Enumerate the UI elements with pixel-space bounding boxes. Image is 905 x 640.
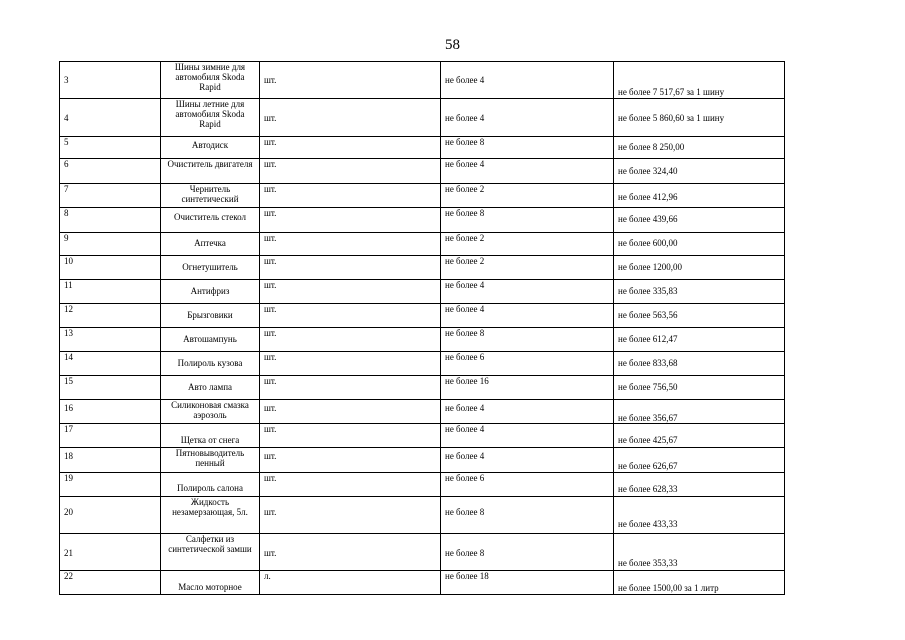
- item-quantity-cell: [441, 534, 614, 571]
- item-price: не более 612,47: [618, 334, 678, 344]
- item-number: 22: [64, 571, 73, 581]
- item-name: Огнетушитель: [182, 262, 238, 272]
- item-unit: шт.: [264, 280, 277, 290]
- item-price-cell: [614, 280, 785, 304]
- item-number-cell: [60, 256, 161, 280]
- item-number-cell: [60, 534, 161, 571]
- item-unit: шт.: [264, 548, 277, 558]
- item-name-cell: [161, 233, 260, 256]
- item-number: 11: [64, 280, 73, 290]
- item-price: не более 1200,00: [618, 262, 683, 272]
- item-price-cell: [614, 448, 785, 473]
- item-unit-cell: [260, 280, 441, 304]
- item-unit: шт.: [264, 113, 277, 123]
- item-unit-cell: [260, 424, 441, 448]
- item-price: не более 439,66: [618, 214, 678, 224]
- table-row: [60, 208, 785, 233]
- item-price: не более 7 517,67 за 1 шину: [618, 87, 725, 97]
- item-unit: шт.: [264, 159, 277, 169]
- table-row: [60, 571, 785, 595]
- item-number-cell: [60, 184, 161, 208]
- item-quantity: не более 18: [445, 571, 489, 581]
- item-quantity: не более 8: [445, 208, 485, 218]
- item-unit-cell: [260, 571, 441, 595]
- item-unit-cell: [260, 137, 441, 159]
- item-unit: л.: [264, 571, 271, 581]
- item-name: Силиконовая смазка аэрозоль: [171, 400, 249, 420]
- table-row: [60, 534, 785, 571]
- item-unit: шт.: [264, 137, 277, 147]
- item-quantity: не более 4: [445, 304, 485, 314]
- item-name-cell: [161, 62, 260, 99]
- item-quantity-cell: [441, 62, 614, 99]
- item-name: Масло моторное: [178, 582, 242, 592]
- table-row: [60, 184, 785, 208]
- item-unit-cell: [260, 534, 441, 571]
- item-number: 9: [64, 233, 69, 243]
- item-unit: шт.: [264, 75, 277, 85]
- item-name-cell: [161, 571, 260, 595]
- item-name-cell: [161, 137, 260, 159]
- item-name-cell: [161, 99, 260, 137]
- item-number-cell: [60, 137, 161, 159]
- item-number-cell: [60, 571, 161, 595]
- item-price-cell: [614, 534, 785, 571]
- item-price: не более 600,00: [618, 238, 678, 248]
- item-quantity: не более 4: [445, 424, 485, 434]
- table-row: [60, 328, 785, 352]
- item-number: 5: [64, 137, 69, 147]
- item-number-cell: [60, 376, 161, 400]
- item-price-cell: [614, 304, 785, 328]
- item-name: Авто лампа: [187, 382, 233, 392]
- item-number-cell: [60, 352, 161, 376]
- item-name: Аптечка: [194, 238, 226, 248]
- item-price-cell: [614, 256, 785, 280]
- item-number-cell: [60, 208, 161, 233]
- item-name: Брызговики: [187, 310, 233, 320]
- item-name-cell: [161, 328, 260, 352]
- item-name-cell: [161, 159, 260, 184]
- item-name: Очиститель стекол: [173, 212, 247, 222]
- table-row: [60, 376, 785, 400]
- item-number-cell: [60, 233, 161, 256]
- item-unit-cell: [260, 159, 441, 184]
- item-quantity-cell: [441, 571, 614, 595]
- item-number-cell: [60, 473, 161, 497]
- item-unit: шт.: [264, 376, 277, 386]
- item-quantity-cell: [441, 400, 614, 424]
- item-price-cell: [614, 328, 785, 352]
- item-price: не более 628,33: [618, 484, 678, 494]
- item-unit: шт.: [264, 256, 277, 266]
- item-quantity-cell: [441, 208, 614, 233]
- item-name-cell: [161, 424, 260, 448]
- item-quantity: не более 8: [445, 548, 485, 558]
- item-price-cell: [614, 497, 785, 534]
- item-price: не более 412,96: [618, 192, 678, 202]
- item-price-cell: [614, 352, 785, 376]
- item-price: не более 356,67: [618, 413, 678, 423]
- item-quantity-cell: [441, 376, 614, 400]
- item-quantity: не более 6: [445, 473, 485, 483]
- table-row: [60, 448, 785, 473]
- item-unit-cell: [260, 62, 441, 99]
- item-number-cell: [60, 497, 161, 534]
- item-unit-cell: [260, 184, 441, 208]
- item-price-cell: [614, 184, 785, 208]
- table-row: [60, 137, 785, 159]
- table-row: [60, 280, 785, 304]
- item-price: не более 626,67: [618, 461, 678, 471]
- item-price: не более 425,67: [618, 435, 678, 445]
- item-name-cell: [161, 304, 260, 328]
- item-name-cell: [161, 352, 260, 376]
- item-unit-cell: [260, 208, 441, 233]
- item-quantity-cell: [441, 159, 614, 184]
- item-name: Автошампунь: [183, 334, 237, 344]
- item-price-cell: [614, 376, 785, 400]
- item-price: не более 324,40: [618, 166, 678, 176]
- item-price-cell: [614, 137, 785, 159]
- item-quantity-cell: [441, 233, 614, 256]
- item-name: Щетка от снега: [180, 435, 240, 445]
- item-number-cell: [60, 159, 161, 184]
- item-quantity: не более 4: [445, 159, 485, 169]
- item-quantity-cell: [441, 497, 614, 534]
- table-row: [60, 159, 785, 184]
- item-unit-cell: [260, 352, 441, 376]
- item-quantity: не более 4: [445, 451, 485, 461]
- table-row: [60, 497, 785, 534]
- item-number: 19: [64, 473, 73, 483]
- page-number: 58: [445, 37, 460, 53]
- item-name: Очиститель двигателя: [167, 159, 253, 169]
- item-number: 8: [64, 208, 69, 218]
- item-unit-cell: [260, 233, 441, 256]
- item-price-cell: [614, 62, 785, 99]
- item-unit-cell: [260, 256, 441, 280]
- item-name: Пятновыводитель пенный: [175, 448, 245, 468]
- item-quantity: не более 4: [445, 280, 485, 290]
- item-quantity: не более 8: [445, 328, 485, 338]
- item-unit: шт.: [264, 473, 277, 483]
- item-name-cell: [161, 400, 260, 424]
- item-price-cell: [614, 424, 785, 448]
- item-quantity: не более 2: [445, 233, 485, 243]
- item-quantity-cell: [441, 256, 614, 280]
- item-number: 7: [64, 184, 69, 194]
- item-number: 16: [64, 403, 73, 413]
- item-number-cell: [60, 62, 161, 99]
- item-unit-cell: [260, 497, 441, 534]
- item-number-cell: [60, 99, 161, 137]
- item-unit: шт.: [264, 507, 277, 517]
- item-number: 10: [64, 256, 73, 266]
- item-number-cell: [60, 280, 161, 304]
- item-unit: шт.: [264, 184, 277, 194]
- item-unit-cell: [260, 473, 441, 497]
- item-name: Шины летние для автомобиля Skoda Rapid: [175, 99, 245, 129]
- item-unit: шт.: [264, 328, 277, 338]
- item-number: 20: [64, 507, 73, 517]
- item-number: 14: [64, 352, 73, 362]
- item-name: Полироль кузова: [177, 358, 243, 368]
- item-price: не более 433,33: [618, 519, 678, 529]
- item-number: 12: [64, 304, 73, 314]
- item-quantity: не более 2: [445, 256, 485, 266]
- item-price: не более 8 250,00: [618, 142, 685, 152]
- item-price: не более 353,33: [618, 558, 678, 568]
- item-quantity-cell: [441, 424, 614, 448]
- item-quantity: не более 4: [445, 113, 485, 123]
- item-unit: шт.: [264, 403, 277, 413]
- item-price-cell: [614, 400, 785, 424]
- item-name-cell: [161, 534, 260, 571]
- item-quantity-cell: [441, 137, 614, 159]
- table-row: [60, 62, 785, 99]
- item-unit-cell: [260, 448, 441, 473]
- item-number: 13: [64, 328, 73, 338]
- table-row: [60, 473, 785, 497]
- item-quantity: не более 8: [445, 507, 485, 517]
- item-number: 15: [64, 376, 73, 386]
- item-price: не более 756,50: [618, 382, 678, 392]
- item-quantity: не более 2: [445, 184, 485, 194]
- item-price: не более 335,83: [618, 286, 678, 296]
- item-unit-cell: [260, 328, 441, 352]
- item-unit-cell: [260, 99, 441, 137]
- item-number-cell: [60, 424, 161, 448]
- item-price: не более 5 860,60 за 1 шину: [618, 113, 725, 123]
- item-unit: шт.: [264, 233, 277, 243]
- item-number: 18: [64, 451, 73, 461]
- item-quantity-cell: [441, 280, 614, 304]
- table-row: [60, 99, 785, 137]
- item-number: 6: [64, 159, 69, 169]
- item-name: Чернитель синтетический: [181, 184, 239, 204]
- item-price-cell: [614, 99, 785, 137]
- item-name: Автодиск: [191, 140, 229, 150]
- item-price-cell: [614, 159, 785, 184]
- item-price-cell: [614, 233, 785, 256]
- item-price: не более 833,68: [618, 358, 678, 368]
- item-quantity-cell: [441, 352, 614, 376]
- item-quantity-cell: [441, 448, 614, 473]
- item-name-cell: [161, 448, 260, 473]
- item-name: Салфетки из синтетической замши: [168, 534, 252, 554]
- item-number: 4: [64, 113, 69, 123]
- item-price-cell: [614, 473, 785, 497]
- item-unit-cell: [260, 376, 441, 400]
- item-name: Шины зимние для автомобиля Skoda Rapid: [174, 62, 246, 92]
- item-quantity-cell: [441, 473, 614, 497]
- table-row: [60, 304, 785, 328]
- item-number: 17: [64, 424, 73, 434]
- item-quantity-cell: [441, 328, 614, 352]
- item-price: не более 1500,00 за 1 литр: [618, 583, 719, 593]
- item-number-cell: [60, 400, 161, 424]
- item-unit-cell: [260, 400, 441, 424]
- supply-table: [59, 61, 785, 595]
- item-unit: шт.: [264, 352, 277, 362]
- item-unit: шт.: [264, 304, 277, 314]
- item-name-cell: [161, 208, 260, 233]
- item-unit-cell: [260, 304, 441, 328]
- item-name: Полироль салона: [177, 483, 243, 493]
- table-row: [60, 352, 785, 376]
- item-name-cell: [161, 184, 260, 208]
- item-price-cell: [614, 208, 785, 233]
- item-unit: шт.: [264, 208, 277, 218]
- item-quantity-cell: [441, 304, 614, 328]
- item-price-cell: [614, 571, 785, 595]
- item-quantity: не более 16: [445, 376, 489, 386]
- table-row: [60, 424, 785, 448]
- item-quantity-cell: [441, 99, 614, 137]
- item-number: 21: [64, 548, 73, 558]
- item-quantity: не более 8: [445, 137, 485, 147]
- table-row: [60, 400, 785, 424]
- item-name: Антифриз: [190, 286, 230, 296]
- item-quantity: не более 4: [445, 75, 485, 85]
- item-name: Жидкость незамерзающая, 5л.: [172, 497, 248, 517]
- item-number-cell: [60, 448, 161, 473]
- item-number: 3: [64, 75, 69, 85]
- item-quantity: не более 4: [445, 403, 485, 413]
- table-row: [60, 233, 785, 256]
- item-name-cell: [161, 280, 260, 304]
- item-unit: шт.: [264, 451, 277, 461]
- item-number-cell: [60, 304, 161, 328]
- item-quantity: не более 6: [445, 352, 485, 362]
- item-unit: шт.: [264, 424, 277, 434]
- item-price: не более 563,56: [618, 310, 678, 320]
- item-quantity-cell: [441, 184, 614, 208]
- item-name-cell: [161, 376, 260, 400]
- item-name-cell: [161, 256, 260, 280]
- item-name-cell: [161, 497, 260, 534]
- item-name-cell: [161, 473, 260, 497]
- table-row: [60, 256, 785, 280]
- item-number-cell: [60, 328, 161, 352]
